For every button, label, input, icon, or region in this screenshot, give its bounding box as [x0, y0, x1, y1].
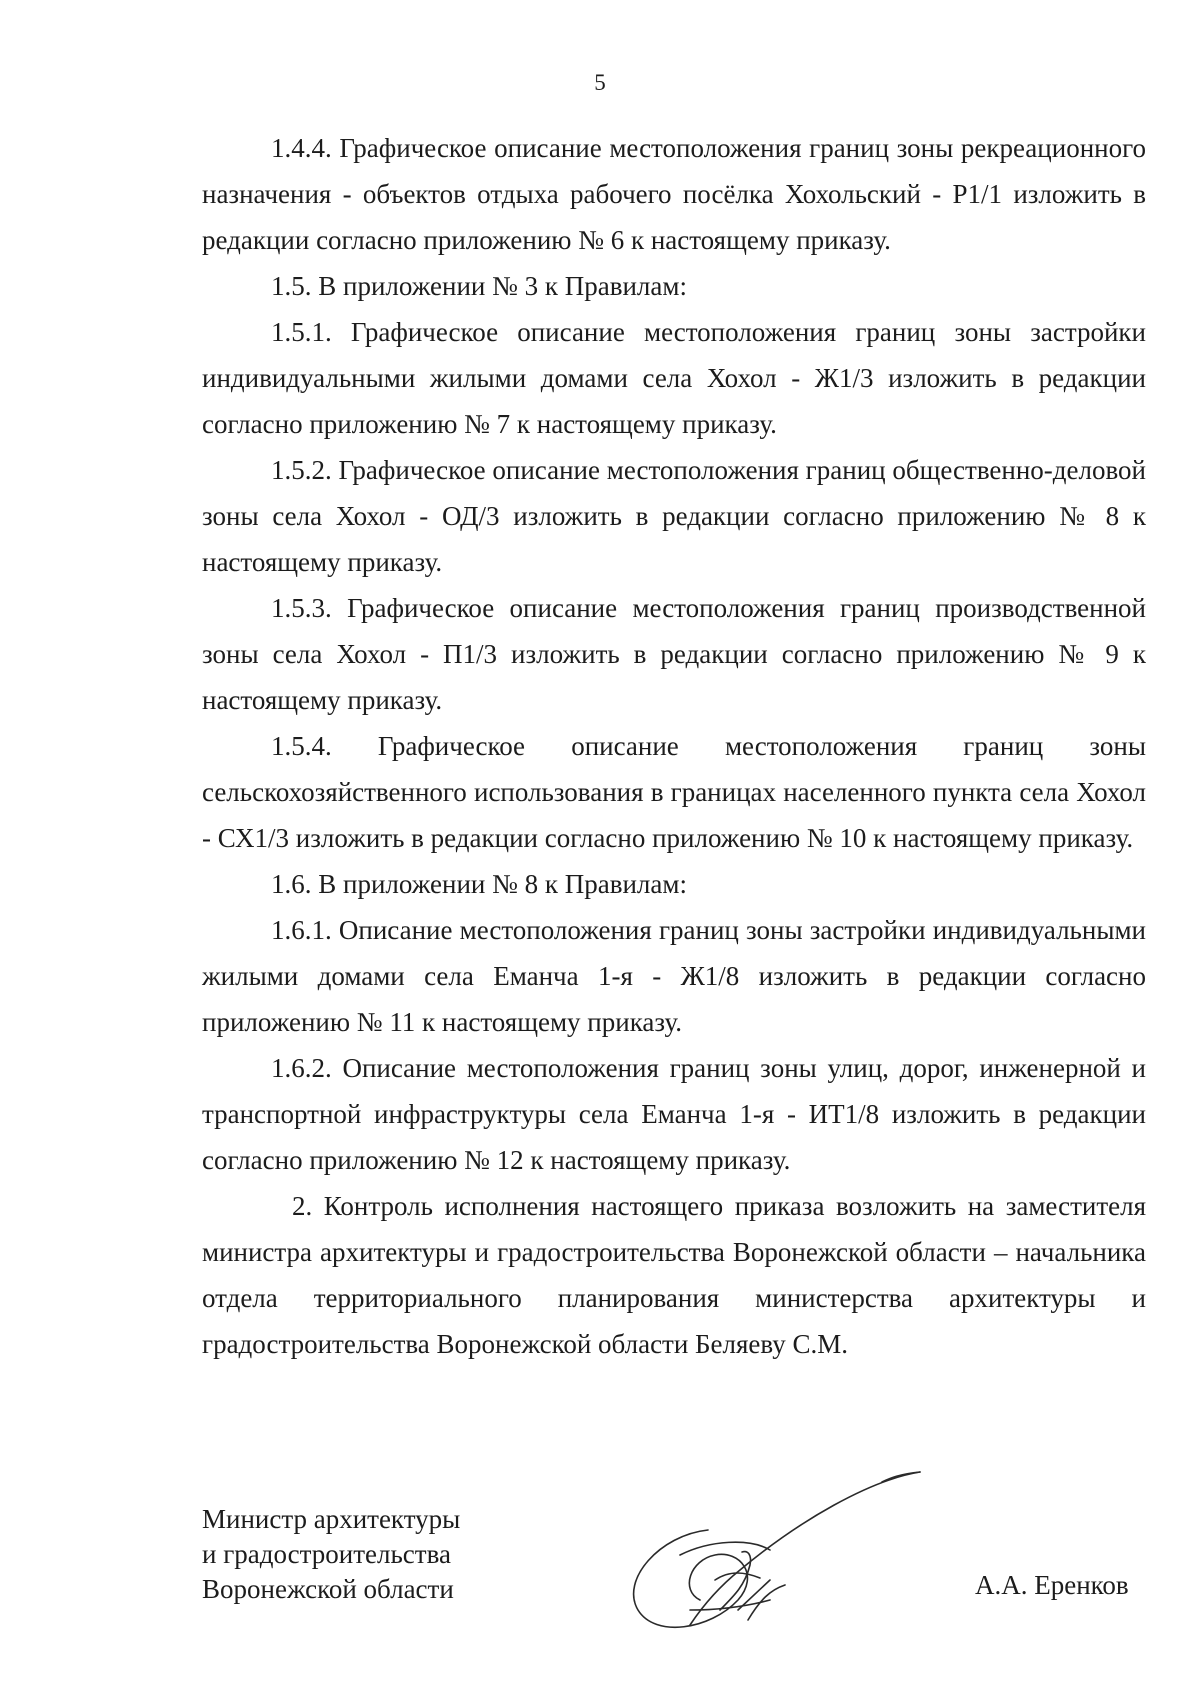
paragraph-1-5-1: 1.5.1. Графическое описание местоположения границ зоны застройки индивидуальными жилыми домами села Хохол - Ж1/3 изложить в редакции согласно приложению № 7 к настоящему приказу.	[202, 317, 1146, 439]
paragraph-1-5-4: 1.5.4. Графическое описание местоположения границ зоны сельскохозяйственного использования в границах населенного пункта села Хохол - СХ1/3 изложить в редакции согласно приложению № 10 к настоящему приказу.	[202, 731, 1146, 853]
paragraph-1-5-3: 1.5.3. Графическое описание местоположения границ производственной зоны села Хохол - П1/3 изложить в редакции согласно приложению № 9 к настоящему приказу.	[202, 593, 1146, 715]
paragraph-1-6-1: 1.6.1. Описание местоположения границ зоны застройки индивидуальными жилыми домами села Еманча 1-я - Ж1/8 изложить в редакции согласно приложению № 11 к настоящему приказу.	[202, 915, 1146, 1037]
signer-name: А.А. Еренков	[975, 1570, 1129, 1600]
signatory-title-line-3: Воронежской области	[202, 1574, 454, 1604]
paragraph-2: 2. Контроль исполнения настоящего приказа возложить на заместителя министра архитектуры и градостроительства Воронежской области – начальника отдела территориального планирования министерства архитектуры и градостроительства Воронежской области Беляеву С.М.	[202, 1191, 1146, 1359]
document-body	[202, 125, 1146, 1367]
paragraph-1-5-2: 1.5.2. Графическое описание местоположения границ общественно-деловой зоны села Хохол - ОД/3 изложить в редакции согласно приложению № 8 к настоящему приказу.	[202, 455, 1146, 577]
paragraph-1-6-2: 1.6.2. Описание местоположения границ зоны улиц, дорог, инженерной и транспортной инфраструктуры села Еманча 1-я - ИТ1/8 изложить в редакции согласно приложению № 12 к настоящему приказу.	[202, 1053, 1146, 1175]
signatory-title-line-1: Министр архитектуры	[202, 1504, 461, 1534]
handwritten-signature	[620, 1460, 980, 1645]
page-number: 5	[594, 70, 606, 95]
paragraph-1-4-4: 1.4.4. Графическое описание местоположения границ зоны рекреационного назначения - объектов отдыха рабочего посёлка Хохольский - Р1/1 изложить в редакции согласно приложению № 6 к настоящему приказу.	[202, 133, 1146, 255]
paragraph-1-6: 1.6. В приложении № 8 к Правилам:	[271, 869, 687, 899]
signatory-title-line-2: и градостроительства	[202, 1539, 451, 1569]
signatory-title	[202, 1502, 460, 1607]
paragraph-1-5: 1.5. В приложении № 3 к Правилам:	[271, 271, 687, 301]
